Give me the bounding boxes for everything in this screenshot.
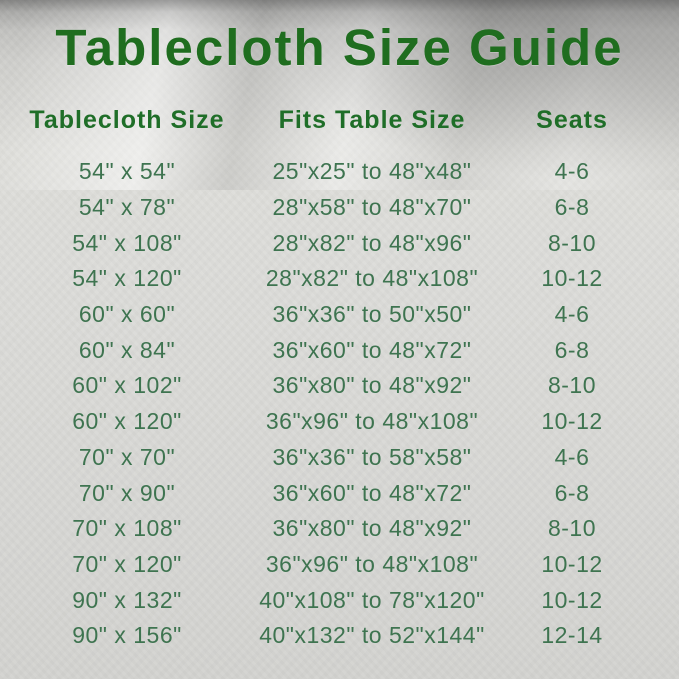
tablecloth-size-cell: 54" x 108" bbox=[72, 229, 182, 256]
table-row bbox=[0, 225, 654, 261]
tablecloth-size-cell: 60" x 102" bbox=[72, 372, 182, 399]
seats-cell: 4-6 bbox=[554, 443, 590, 470]
tablecloth-size-cell: 60" x 60" bbox=[78, 301, 176, 328]
table-row bbox=[0, 475, 654, 511]
seats-cell: 12-14 bbox=[541, 622, 603, 649]
seats-cell: 8-10 bbox=[547, 229, 597, 256]
table-row bbox=[0, 440, 654, 476]
header-seats: Seats bbox=[536, 105, 608, 134]
table-row bbox=[0, 404, 654, 440]
fits-table-size-cell: 36"x96" to 48"x108" bbox=[265, 550, 479, 577]
fits-table-size-cell: 36"x36" to 58"x58" bbox=[272, 443, 472, 470]
fits-table-size-cell: 36"x36" to 50"x50" bbox=[272, 301, 472, 328]
fits-table-size-cell: 40"x108" to 78"x120" bbox=[259, 586, 485, 613]
seats-cell: 8-10 bbox=[547, 372, 597, 399]
table-row bbox=[0, 368, 654, 404]
tablecloth-size-cell: 90" x 132" bbox=[72, 586, 182, 613]
fits-table-size-cell: 36"x96" to 48"x108" bbox=[265, 408, 479, 435]
table-row bbox=[0, 332, 654, 368]
table-row bbox=[0, 297, 654, 333]
seats-cell: 6-8 bbox=[554, 194, 590, 221]
tablecloth-size-cell: 60" x 120" bbox=[72, 408, 182, 435]
tablecloth-size-cell: 90" x 156" bbox=[72, 622, 182, 649]
fits-table-size-cell: 36"x80" to 48"x92" bbox=[272, 372, 472, 399]
fits-table-size-cell: 28"x58" to 48"x70" bbox=[272, 194, 472, 221]
seats-cell: 6-8 bbox=[554, 336, 590, 363]
seats-cell: 10-12 bbox=[541, 550, 603, 577]
seats-cell: 4-6 bbox=[554, 158, 590, 185]
header-fits-table-size: Fits Table Size bbox=[278, 105, 466, 134]
size-table bbox=[0, 100, 679, 654]
fits-table-size-cell: 25"x25" to 48"x48" bbox=[272, 158, 472, 185]
header-tablecloth-size: Tablecloth Size bbox=[29, 105, 225, 134]
fits-table-size-cell: 40"x132" to 52"x144" bbox=[259, 622, 485, 649]
seats-cell: 6-8 bbox=[554, 479, 590, 506]
page-title: Tablecloth Size Guide bbox=[55, 19, 624, 76]
tablecloth-size-cell: 54" x 120" bbox=[72, 265, 182, 292]
fits-table-size-cell: 28"x82" to 48"x96" bbox=[272, 229, 472, 256]
table-row bbox=[0, 261, 654, 297]
table-row bbox=[0, 547, 654, 583]
seats-cell: 8-10 bbox=[547, 515, 597, 542]
tablecloth-size-cell: 54" x 78" bbox=[78, 194, 176, 221]
table-header-row bbox=[0, 100, 654, 140]
seats-cell: 10-12 bbox=[541, 265, 603, 292]
seats-cell: 10-12 bbox=[541, 586, 603, 613]
fits-table-size-cell: 36"x60" to 48"x72" bbox=[272, 479, 472, 506]
tablecloth-size-cell: 60" x 84" bbox=[78, 336, 176, 363]
table-row bbox=[0, 154, 654, 190]
table-row bbox=[0, 618, 654, 654]
fits-table-size-cell: 36"x80" to 48"x92" bbox=[272, 515, 472, 542]
tablecloth-size-cell: 70" x 120" bbox=[72, 550, 182, 577]
table-row bbox=[0, 190, 654, 226]
fits-table-size-cell: 28"x82" to 48"x108" bbox=[265, 265, 479, 292]
table-row bbox=[0, 511, 654, 547]
seats-cell: 4-6 bbox=[554, 301, 590, 328]
table-row bbox=[0, 582, 654, 618]
seats-cell: 10-12 bbox=[541, 408, 603, 435]
fits-table-size-cell: 36"x60" to 48"x72" bbox=[272, 336, 472, 363]
tablecloth-size-cell: 54" x 54" bbox=[78, 158, 176, 185]
tablecloth-size-cell: 70" x 108" bbox=[72, 515, 182, 542]
tablecloth-size-cell: 70" x 90" bbox=[78, 479, 176, 506]
tablecloth-size-cell: 70" x 70" bbox=[78, 443, 176, 470]
